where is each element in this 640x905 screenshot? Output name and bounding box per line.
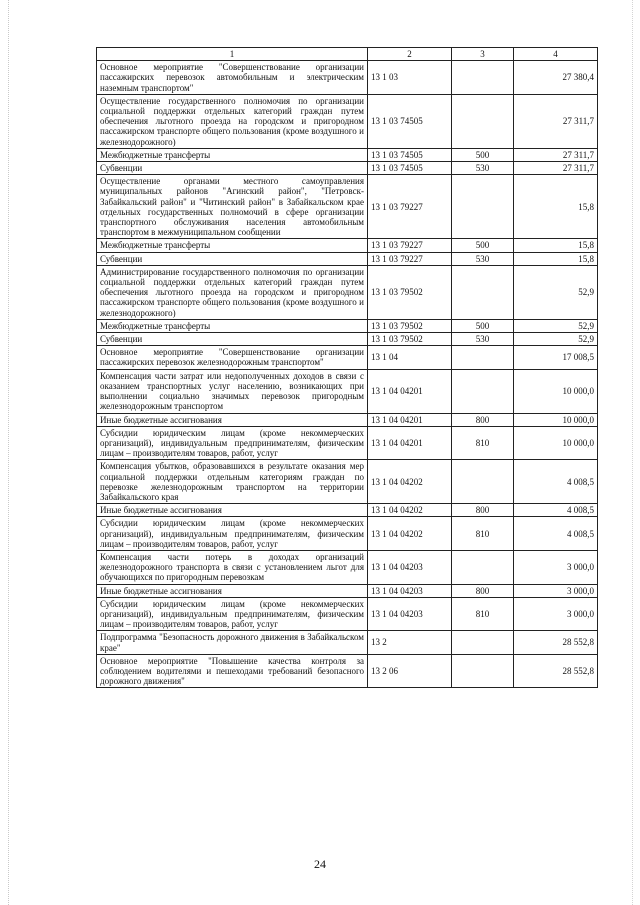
- table-row: [97, 239, 598, 252]
- row-code-cell: 13 1 03 79502: [368, 333, 452, 346]
- row-code-cell: 13 1 03: [368, 61, 452, 95]
- table-row: [97, 426, 598, 460]
- row-amount-cell: 4 008,5: [514, 504, 598, 517]
- table-row: [97, 597, 598, 631]
- table-row: [97, 413, 598, 426]
- table-row: [97, 654, 598, 688]
- row-code-cell: 13 1 03 74505: [368, 94, 452, 148]
- row-name-cell: Субсидии юридическим лицам (кроме некоммерческих организаций), индивидуальным предпринимателям, физическим лицам – производителям товаров, работ, услуг: [97, 426, 368, 460]
- row-expense-type-cell: 530: [452, 333, 514, 346]
- row-expense-type-cell: [452, 94, 514, 148]
- table-row: [97, 252, 598, 265]
- row-amount-cell: 3 000,0: [514, 550, 598, 584]
- row-expense-type-cell: [452, 61, 514, 95]
- scan-edge-left: [8, 0, 10, 905]
- row-amount-cell: 52,9: [514, 265, 598, 319]
- row-name-cell: Иные бюджетные ассигнования: [97, 584, 368, 597]
- row-expense-type-cell: 500: [452, 319, 514, 332]
- row-code-cell: 13 1 03 79227: [368, 239, 452, 252]
- row-expense-type-cell: [452, 175, 514, 239]
- row-amount-cell: 52,9: [514, 333, 598, 346]
- row-code-cell: 13 1 03 79502: [368, 265, 452, 319]
- header-col-1: 1: [97, 48, 368, 61]
- row-amount-cell: 4 008,5: [514, 460, 598, 504]
- row-amount-cell: 27 311,7: [514, 162, 598, 175]
- row-amount-cell: 28 552,8: [514, 654, 598, 688]
- table-row: [97, 148, 598, 161]
- table-row: [97, 319, 598, 332]
- header-col-3: 3: [452, 48, 514, 61]
- row-code-cell: 13 1 03 79502: [368, 319, 452, 332]
- row-code-cell: 13 1 04 04201: [368, 369, 452, 413]
- row-code-cell: 13 1 04 04203: [368, 550, 452, 584]
- table-row: [97, 517, 598, 551]
- row-amount-cell: 28 552,8: [514, 631, 598, 654]
- row-name-cell: Компенсация части затрат или недополученных доходов в связи с оказанием транспортных услуг населению, возникающих при выполнении социально значимых перевозок пригородным железнодорожным транспортом: [97, 369, 368, 413]
- table-row: [97, 504, 598, 517]
- row-code-cell: 13 1 04 04203: [368, 584, 452, 597]
- row-name-cell: Межбюджетные трансферты: [97, 239, 368, 252]
- row-expense-type-cell: [452, 654, 514, 688]
- row-amount-cell: 3 000,0: [514, 597, 598, 631]
- row-name-cell: Подпрограмма "Безопасность дорожного движения в Забайкальском крае": [97, 631, 368, 654]
- budget-table: [96, 47, 598, 688]
- row-code-cell: 13 1 04 04202: [368, 517, 452, 551]
- row-code-cell: 13 1 03 79227: [368, 175, 452, 239]
- row-code-cell: 13 1 03 79227: [368, 252, 452, 265]
- row-code-cell: 13 1 04 04202: [368, 460, 452, 504]
- row-amount-cell: 27 380,4: [514, 61, 598, 95]
- row-name-cell: Осуществление государственного полномочия по организации социальной поддержки отдельных категорий граждан путем обеспечения льготного проезда на городском и пригородном пассажирском транспорте общего пользования (кроме воздушного и железнодорожного): [97, 94, 368, 148]
- row-name-cell: Межбюджетные трансферты: [97, 319, 368, 332]
- row-name-cell: Компенсация части потерь в доходах организаций железнодорожного транспорта в связи с установлением льгот для обучающихся по пригородным перевозкам: [97, 550, 368, 584]
- table-row: [97, 61, 598, 95]
- row-expense-type-cell: 800: [452, 584, 514, 597]
- row-expense-type-cell: [452, 631, 514, 654]
- row-name-cell: Основное мероприятие "Совершенствование организации пассажирских перевозок автомобильным и электрическим наземным транспортом": [97, 61, 368, 95]
- scan-edge-right: [632, 0, 634, 905]
- row-expense-type-cell: [452, 460, 514, 504]
- row-code-cell: 13 2 06: [368, 654, 452, 688]
- row-expense-type-cell: 530: [452, 252, 514, 265]
- row-name-cell: Межбюджетные трансферты: [97, 148, 368, 161]
- row-expense-type-cell: 500: [452, 239, 514, 252]
- row-code-cell: 13 1 04 04203: [368, 597, 452, 631]
- row-expense-type-cell: [452, 265, 514, 319]
- row-amount-cell: 3 000,0: [514, 584, 598, 597]
- row-amount-cell: 27 311,7: [514, 94, 598, 148]
- header-col-2: 2: [368, 48, 452, 61]
- table-row: [97, 631, 598, 654]
- row-code-cell: 13 1 03 74505: [368, 148, 452, 161]
- header-col-4: 4: [514, 48, 598, 61]
- row-amount-cell: 10 000,0: [514, 369, 598, 413]
- row-name-cell: Субвенции: [97, 252, 368, 265]
- table-row: [97, 94, 598, 148]
- row-amount-cell: 17 008,5: [514, 346, 598, 369]
- row-code-cell: 13 1 04 04201: [368, 426, 452, 460]
- page-number: 24: [314, 857, 326, 871]
- row-name-cell: Администрирование государственного полномочия по организации социальной поддержки отдельных категорий граждан путем обеспечения льготного проезда на городском и пригородном пассажирском транспорте общего пользования (кроме воздушного и железнодорожного): [97, 265, 368, 319]
- row-expense-type-cell: 810: [452, 597, 514, 631]
- row-name-cell: Основное мероприятие "Совершенствование организации пассажирских перевозок железнодорожным транспортом": [97, 346, 368, 369]
- row-amount-cell: 10 000,0: [514, 426, 598, 460]
- row-amount-cell: 52,9: [514, 319, 598, 332]
- table-row: [97, 333, 598, 346]
- budget-table-body: [97, 48, 598, 688]
- row-expense-type-cell: [452, 346, 514, 369]
- table-row: [97, 162, 598, 175]
- row-amount-cell: 15,8: [514, 175, 598, 239]
- row-code-cell: 13 1 04: [368, 346, 452, 369]
- row-amount-cell: 4 008,5: [514, 517, 598, 551]
- row-name-cell: Иные бюджетные ассигнования: [97, 504, 368, 517]
- row-expense-type-cell: 530: [452, 162, 514, 175]
- row-code-cell: 13 1 04 04201: [368, 413, 452, 426]
- row-amount-cell: 15,8: [514, 252, 598, 265]
- row-expense-type-cell: 810: [452, 426, 514, 460]
- row-name-cell: Основное мероприятие "Повышение качества контроля за соблюдением водителями и пешеходами требований безопасного дорожного движения": [97, 654, 368, 688]
- row-name-cell: Осуществление органами местного самоуправления муниципальных районов "Агинский район", "Петровск-Забайкальский район" и "Читинский район" в Забайкальском крае отдельных государственных полномочий в сфере организации транспортного обслуживания населения автомобильным транспортом в межмуниципальном сообщении: [97, 175, 368, 239]
- row-code-cell: 13 1 04 04202: [368, 504, 452, 517]
- row-code-cell: 13 1 03 74505: [368, 162, 452, 175]
- table-row: [97, 265, 598, 319]
- row-name-cell: Субсидии юридическим лицам (кроме некоммерческих организаций), индивидуальным предпринимателям, физическим лицам – производителям товаров, работ, услуг: [97, 597, 368, 631]
- row-name-cell: Субвенции: [97, 162, 368, 175]
- row-expense-type-cell: 800: [452, 504, 514, 517]
- row-amount-cell: 10 000,0: [514, 413, 598, 426]
- row-name-cell: Компенсация убытков, образовавшихся в результате оказания мер социальной поддержки отдельным категориям граждан по перевозке железнодорожным транспортом на территории Забайкальского края: [97, 460, 368, 504]
- row-amount-cell: 27 311,7: [514, 148, 598, 161]
- row-name-cell: Субсидии юридическим лицам (кроме некоммерческих организаций), индивидуальным предпринимателям, физическим лицам – производителям товаров, работ, услуг: [97, 517, 368, 551]
- table-row: [97, 550, 598, 584]
- table-row: [97, 584, 598, 597]
- table-row: [97, 369, 598, 413]
- row-expense-type-cell: 800: [452, 413, 514, 426]
- row-name-cell: Субвенции: [97, 333, 368, 346]
- row-expense-type-cell: 500: [452, 148, 514, 161]
- row-expense-type-cell: [452, 369, 514, 413]
- row-expense-type-cell: 810: [452, 517, 514, 551]
- row-name-cell: Иные бюджетные ассигнования: [97, 413, 368, 426]
- row-expense-type-cell: [452, 550, 514, 584]
- table-row: [97, 175, 598, 239]
- table-header-row: [97, 48, 598, 61]
- table-row: [97, 460, 598, 504]
- table-row: [97, 346, 598, 369]
- row-code-cell: 13 2: [368, 631, 452, 654]
- row-amount-cell: 15,8: [514, 239, 598, 252]
